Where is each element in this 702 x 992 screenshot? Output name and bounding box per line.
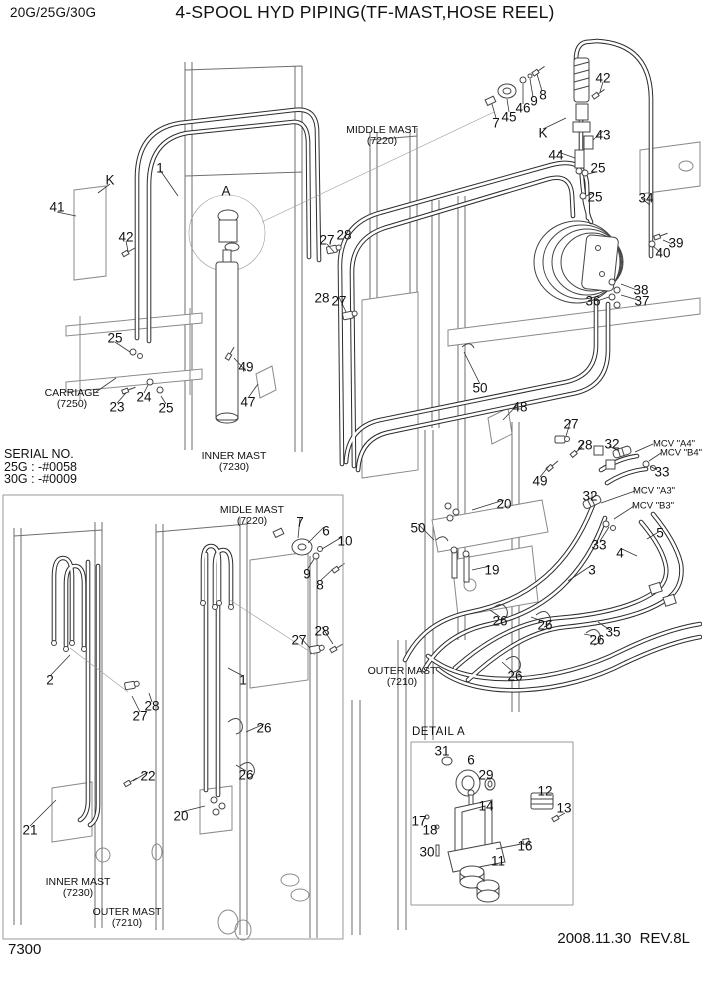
callout-number: 25 xyxy=(158,400,174,416)
serial-note xyxy=(4,448,77,486)
callout-number: 14 xyxy=(478,798,494,814)
callout-number: 7 xyxy=(296,514,304,530)
assembly-label: CARRIAGE (7250) xyxy=(44,387,100,410)
callout-number: 48 xyxy=(512,399,528,415)
assembly-label: OUTER MAST (7210) xyxy=(367,665,437,688)
callout-number: 31 xyxy=(434,743,450,759)
callout-number: 8 xyxy=(316,577,324,593)
page-title: 4-SPOOL HYD PIPING(TF-MAST,HOSE REEL) xyxy=(175,2,555,22)
callout-number: 25 xyxy=(107,330,123,346)
callout-number: 1 xyxy=(156,160,164,176)
hose-reel-drawing xyxy=(534,221,623,303)
callout-number: 28 xyxy=(314,623,330,639)
callout-number: 4 xyxy=(616,545,624,561)
callout-number: 39 xyxy=(668,235,684,251)
callout-number: 2 xyxy=(46,672,54,688)
callout-number: 25 xyxy=(590,160,606,176)
callout-number: 10 xyxy=(337,533,353,549)
callout-number: 28 xyxy=(577,437,593,453)
assembly-label: MIDDLE MAST (7220) xyxy=(346,124,418,147)
callout-number: 42 xyxy=(118,229,134,245)
detail-a-title: DETAIL A xyxy=(412,726,466,738)
callout-number: 26 xyxy=(256,720,272,736)
assembly-label: INNER MAST (7230) xyxy=(45,876,111,899)
callout-number: 42 xyxy=(595,70,611,86)
callout-number: 26 xyxy=(537,617,553,633)
callout-number: 32 xyxy=(582,488,598,504)
callout-number: 13 xyxy=(556,800,572,816)
callout-number: 44 xyxy=(548,147,564,163)
callout-number: 49 xyxy=(238,359,254,375)
callout-number: 46 xyxy=(515,100,531,116)
callout-number: 27 xyxy=(291,632,307,648)
callout-number: 8 xyxy=(539,87,547,103)
callout-number: 29 xyxy=(478,767,494,783)
callout-number: K xyxy=(538,125,548,141)
assembly-label: INNER MAST (7230) xyxy=(201,450,267,473)
callout-number: 28 xyxy=(144,698,160,714)
mcv-port-label: MCV "A3" xyxy=(632,485,676,497)
callout-number: 28 xyxy=(336,227,352,243)
construction-lines xyxy=(70,109,540,812)
callout-number: 18 xyxy=(422,822,438,838)
lift-cylinder-drawing xyxy=(189,195,265,423)
callout-number: 37 xyxy=(634,293,650,309)
callout-number: 22 xyxy=(140,768,156,784)
callout-number: 24 xyxy=(136,389,152,405)
callout-number: 11 xyxy=(490,853,506,869)
assembly-label: OUTER MAST (7210) xyxy=(92,906,162,929)
callout-number: 23 xyxy=(109,399,125,415)
callout-number: 50 xyxy=(410,520,426,536)
mcv-port-label: MCV "B3" xyxy=(631,500,675,512)
serial-note-line: SERIAL NO. xyxy=(4,447,74,461)
revision-date: 2008.11.30 REV.8L xyxy=(557,930,690,947)
callout-number: 21 xyxy=(22,822,38,838)
callout-number: 27 xyxy=(319,232,335,248)
callout-number: 12 xyxy=(537,783,553,799)
callout-number: 26 xyxy=(238,767,254,783)
callout-number: K xyxy=(105,172,115,188)
callout-number: 45 xyxy=(501,109,517,125)
callout-number: 20 xyxy=(496,496,512,512)
callout-number: 32 xyxy=(604,436,620,452)
callout-number: 27 xyxy=(331,293,347,309)
callout-number: 38 xyxy=(633,282,649,298)
callout-number: 40 xyxy=(655,245,671,261)
mcv-port-label: MCV "A4" xyxy=(652,438,696,450)
callout-number: 20 xyxy=(173,808,189,824)
page-number: 7300 xyxy=(8,941,42,958)
callout-number: 26 xyxy=(492,613,508,629)
callout-number: 43 xyxy=(595,127,611,143)
callout-number: 25 xyxy=(587,189,603,205)
callout-number: 19 xyxy=(484,562,500,578)
callout-number: 41 xyxy=(49,199,65,215)
callout-number: 49 xyxy=(532,473,548,489)
callout-number: 9 xyxy=(530,93,538,109)
callout-number: 7 xyxy=(492,115,500,131)
callout-number: 5 xyxy=(656,525,664,541)
callout-number: 26 xyxy=(507,668,523,684)
callout-number: 1 xyxy=(239,672,247,688)
model-codes: 20G/25G/30G xyxy=(10,5,97,20)
serial-note-line: 25G : -#0058 xyxy=(4,459,77,474)
callout-number: 47 xyxy=(240,394,256,410)
callout-number: 36 xyxy=(585,293,601,309)
callout-number: 27 xyxy=(563,416,579,432)
callout-number: 33 xyxy=(654,464,670,480)
callout-number: 6 xyxy=(322,523,330,539)
assembly-label: MIDLE MAST (7220) xyxy=(219,504,285,527)
callout-number: 30 xyxy=(419,844,435,860)
callout-number: 35 xyxy=(605,624,621,640)
callout-number: 6 xyxy=(467,752,475,768)
callout-number: 33 xyxy=(591,537,607,553)
callout-number: 27 xyxy=(132,708,148,724)
callout-number: 28 xyxy=(314,290,330,306)
mcv-port-label: MCV "B4" xyxy=(659,447,702,459)
callout-number: A xyxy=(221,183,231,199)
callout-number: 34 xyxy=(638,190,654,206)
callout-number: 17 xyxy=(411,813,427,829)
callout-number: 50 xyxy=(472,380,488,396)
callout-number: 16 xyxy=(517,838,533,854)
serial-note-line: 30G : -#0009 xyxy=(4,472,77,486)
callout-number: 26 xyxy=(589,632,605,648)
callout-number: 3 xyxy=(588,562,596,578)
callout-number: 9 xyxy=(303,566,311,582)
